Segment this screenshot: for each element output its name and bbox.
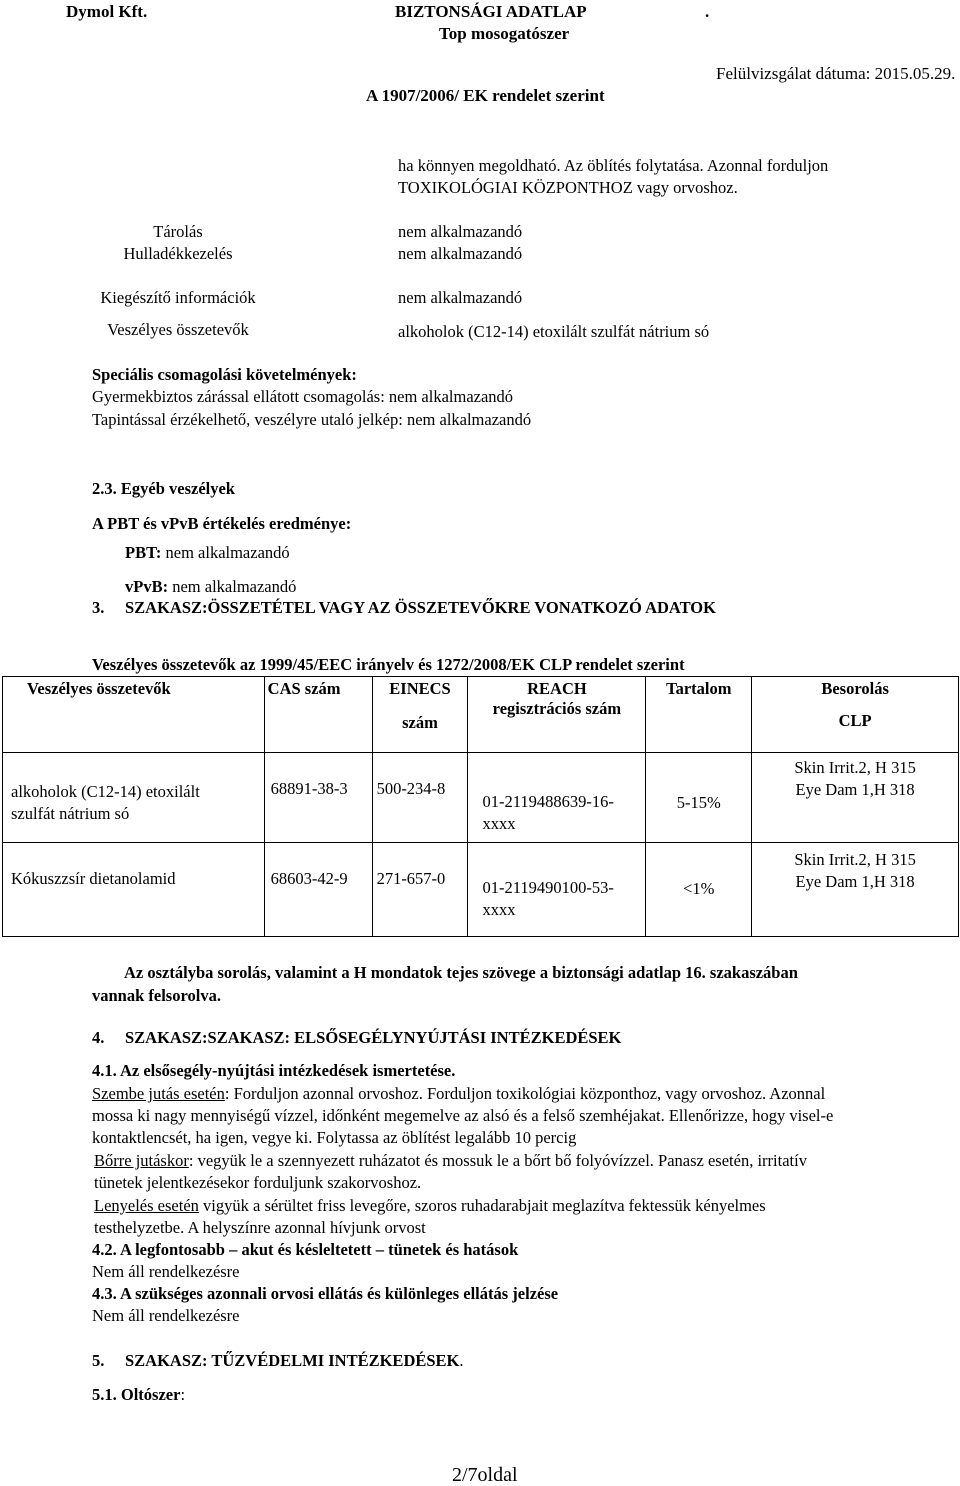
section-5-title-line bbox=[125, 1351, 464, 1371]
vpvb-line bbox=[125, 577, 296, 597]
section-5-title-dot: . bbox=[459, 1351, 464, 1370]
ingestion-label: Lenyelés esetén bbox=[94, 1196, 199, 1215]
value-additional-info: nem alkalmazandó bbox=[398, 288, 523, 307]
row-1-class-line-1: Skin Irrit.2, H 315 bbox=[794, 758, 916, 777]
section-3-title: SZAKASZ:ÖSSZETÉTEL VAGY AZ ÖSSZETEVŐKRE VONATKOZÓ ADATOK bbox=[125, 598, 716, 617]
row-1-reach-line-2: xxxx bbox=[482, 814, 516, 833]
eye-contact-line-3: kontaktlencsét, ha igen, vegye ki. Folytassa az öblítést legalább 10 percig bbox=[92, 1128, 577, 1147]
section-4-2-heading: 4.2. A legfontosabb – akut és késleltetett – tünetek és hatások bbox=[92, 1240, 519, 1259]
section-2-3-heading: 2.3. Egyéb veszélyek bbox=[92, 479, 235, 498]
section-5-1-colon: : bbox=[180, 1385, 186, 1404]
classification-note-line-1: Az osztályba sorolás, valamint a H mondatok tejes szövege a biztonsági adatlap 16. szakaszában bbox=[124, 963, 798, 982]
section-4-3-text: Nem áll rendelkezésre bbox=[92, 1306, 240, 1325]
label-storage: Tárolás bbox=[153, 222, 203, 241]
row-1-name-line-1: alkoholok (C12-14) etoxilált bbox=[11, 782, 200, 801]
skin-contact-label: Bőrre jutáskor bbox=[94, 1151, 189, 1170]
label-hazardous-components: Veszélyes összetevők bbox=[107, 320, 249, 339]
section-5-1-line bbox=[92, 1385, 185, 1405]
company-name: Dymol Kft. bbox=[66, 2, 148, 21]
row-2-content: <1% bbox=[646, 843, 752, 937]
packaging-title: Speciális csomagolási követelmények: bbox=[92, 365, 357, 384]
header-reach-line-2: regisztrációs szám bbox=[492, 699, 622, 718]
section-4-number: 4. bbox=[92, 1028, 105, 1047]
packaging-tactile: Tapintással érzékelhető, veszélyre utaló jelkép: nem alkalmazandó bbox=[92, 410, 532, 429]
section-4-title: SZAKASZ:SZAKASZ: ELSŐSEGÉLYNYÚJTÁSI INTÉZKEDÉSEK bbox=[125, 1028, 622, 1047]
header-content: Tartalom bbox=[646, 677, 752, 753]
skin-contact-line-1 bbox=[94, 1151, 807, 1171]
row-2-reach-line-2: xxxx bbox=[482, 900, 516, 919]
section-5-title: SZAKASZ: TŰZVÉDELMI INTÉZKEDÉSEK bbox=[125, 1351, 460, 1370]
header-cas: CAS szám bbox=[264, 677, 372, 753]
regulation-reference: A 1907/2006/ EK rendelet szerint bbox=[366, 86, 605, 105]
eye-contact-line-1 bbox=[92, 1084, 825, 1104]
header-reach bbox=[468, 677, 646, 753]
row-2-reach-line-1: 01-2119490100-53- bbox=[482, 878, 614, 897]
classification-note-line-2: vannak felsorolva. bbox=[92, 986, 221, 1005]
row-1-class-line-2: Eye Dam 1,H 318 bbox=[795, 780, 915, 799]
ingestion-text-1: vigyük a sérültet friss levegőre, szoros ruhadarabjait meglazítva fektessük kényelmes bbox=[198, 1196, 766, 1215]
row-1-content: 5-15% bbox=[646, 753, 752, 843]
page-number: 2/7oldal bbox=[452, 1464, 518, 1486]
pbt-line bbox=[125, 543, 290, 563]
header-dot: . bbox=[705, 2, 710, 21]
row-1-name bbox=[3, 753, 265, 843]
label-additional-info: Kiegészítő információk bbox=[100, 288, 256, 307]
row-1-einecs: 500-234-8 bbox=[372, 753, 468, 843]
section-4-3-heading: 4.3. A szükséges azonnali orvosi ellátás és különleges ellátás jelzése bbox=[92, 1284, 559, 1303]
header-reach-line-1: REACH bbox=[527, 679, 587, 698]
eye-contact-label: Szembe jutás esetén bbox=[92, 1084, 225, 1103]
header-classification-line-2: CLP bbox=[838, 711, 872, 730]
pbt-value: nem alkalmazandó bbox=[165, 543, 290, 562]
table-row bbox=[3, 843, 959, 937]
table-header-row bbox=[3, 677, 959, 753]
ingestion-line-1 bbox=[94, 1196, 766, 1216]
header-einecs-line-2: szám bbox=[402, 713, 438, 732]
continuation-line-2: TOXIKOLÓGIAI KÖZPONTHOZ vagy orvoshoz. bbox=[398, 178, 738, 197]
vpvb-label: vPvB: bbox=[125, 577, 169, 596]
section-4-1-heading: 4.1. Az elsősegély-nyújtási intézkedések ismertetése. bbox=[92, 1061, 456, 1080]
skin-contact-line-2: tünetek jelentkezésekor forduljunk szakorvoshoz. bbox=[94, 1173, 422, 1192]
document-type: BIZTONSÁGI ADATLAP bbox=[395, 2, 587, 21]
row-2-classification bbox=[752, 843, 959, 937]
header-einecs-line-1: EINECS bbox=[389, 679, 451, 698]
eye-contact-line-2: mossa ki nagy mennyiségű vízzel, időnként megemelve az alsó és a felső szemhéjakat. Ellenőrizze, hogy visel-e bbox=[92, 1106, 834, 1125]
composition-table bbox=[2, 676, 959, 937]
section-5-number: 5. bbox=[92, 1351, 105, 1370]
product-name: Top mosogatószer bbox=[439, 24, 570, 43]
section-4-2-text: Nem áll rendelkezésre bbox=[92, 1262, 240, 1281]
continuation-line-1: ha könnyen megoldható. Az öblítés folytatása. Azonnal forduljon bbox=[398, 156, 829, 175]
row-1-cas: 68891-38-3 bbox=[264, 753, 372, 843]
row-1-classification bbox=[752, 753, 959, 843]
row-2-reach bbox=[468, 843, 646, 937]
pbt-label: PBT: bbox=[125, 543, 162, 562]
value-waste: nem alkalmazandó bbox=[398, 244, 523, 263]
value-storage: nem alkalmazandó bbox=[398, 222, 523, 241]
row-2-cas: 68603-42-9 bbox=[264, 843, 372, 937]
header-classification bbox=[752, 677, 959, 753]
row-2-einecs: 271-657-0 bbox=[372, 843, 468, 937]
header-classification-line-1: Besorolás bbox=[821, 679, 889, 698]
vpvb-value: nem alkalmazandó bbox=[172, 577, 297, 596]
row-2-name: Kókuszzsír dietanolamid bbox=[3, 843, 265, 937]
review-date: Felülvizsgálat dátuma: 2015.05.29. bbox=[716, 64, 956, 83]
row-1-name-line-2: szulfát nátrium só bbox=[11, 804, 130, 823]
ingestion-line-2: testhelyzetbe. A helyszínre azonnal hívjunk orvost bbox=[94, 1218, 426, 1237]
row-1-reach-line-1: 01-2119488639-16- bbox=[482, 792, 614, 811]
eye-contact-text-1: : Forduljon azonnal orvoshoz. Forduljon toxikológiai központhoz, vagy orvoshoz. Azonnal bbox=[224, 1084, 826, 1103]
section-3-subtitle: Veszélyes összetevők az 1999/45/EEC irányelv és 1272/2008/EK CLP rendelet szerint bbox=[92, 655, 685, 674]
table-row bbox=[3, 753, 959, 843]
skin-contact-text-1: : vegyük le a szennyezett ruházatot és mossuk le a bőrt bő folyóvízzel. Panasz esetén, irritatív bbox=[188, 1151, 807, 1170]
pbt-heading: A PBT és vPvB értékelés eredménye: bbox=[92, 514, 352, 533]
value-hazardous-components: alkoholok (C12-14) etoxilált szulfát nátrium só bbox=[398, 322, 710, 341]
section-3-number: 3. bbox=[92, 598, 105, 617]
header-einecs bbox=[372, 677, 468, 753]
packaging-child-safe: Gyermekbiztos zárással ellátott csomagolás: nem alkalmazandó bbox=[92, 387, 514, 406]
row-1-reach bbox=[468, 753, 646, 843]
row-2-class-line-2: Eye Dam 1,H 318 bbox=[795, 872, 915, 891]
header-name: Veszélyes összetevők bbox=[3, 677, 265, 753]
row-2-class-line-1: Skin Irrit.2, H 315 bbox=[794, 850, 916, 869]
section-5-1-heading: 5.1. Oltószer bbox=[92, 1385, 181, 1404]
label-waste: Hulladékkezelés bbox=[123, 244, 233, 263]
